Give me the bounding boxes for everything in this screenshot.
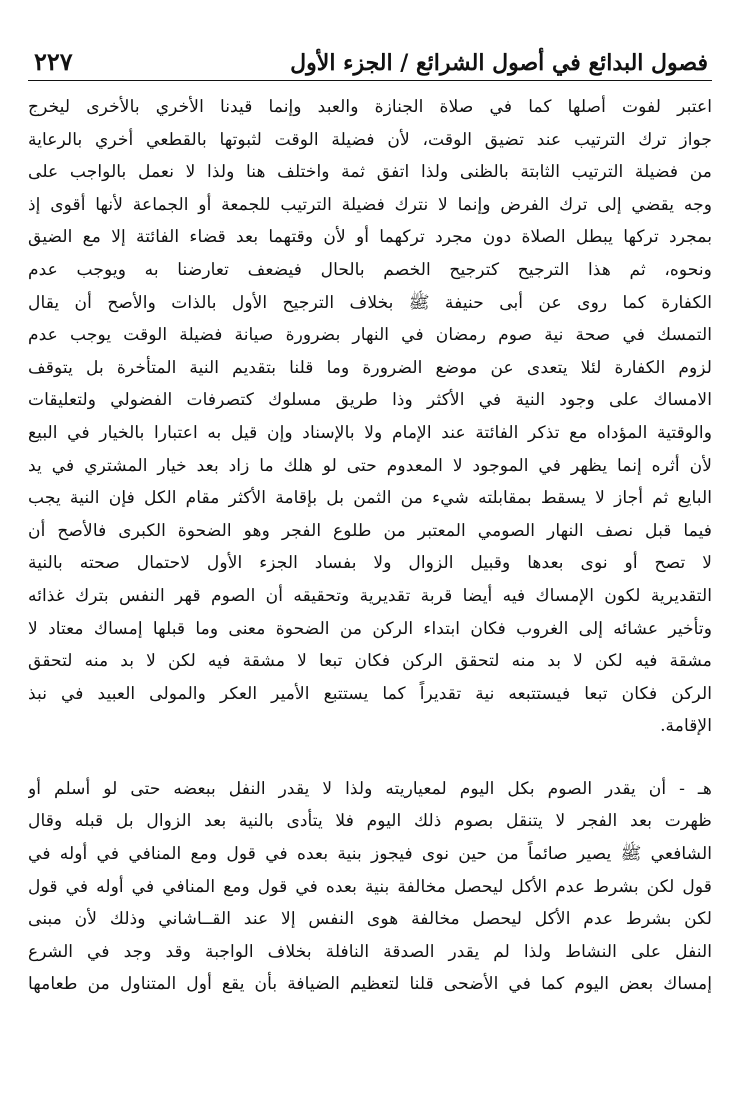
running-title: فصول البدائع في أصول الشرائع / الجزء الأول xyxy=(290,50,708,76)
text-line: لا تصح أو نوى بعدها وقبيل الزوال ولا بفساد الجزء الأول لاحتمال صحته بالنية xyxy=(28,553,712,574)
text-line: بمجرد تركها يبطل الصلاة دون مجرد تركهما أو لأن وقتهما بعد قضاء الفائتة إلا مع الضيق xyxy=(28,227,712,248)
text-line: والوقتية المؤداه مع تذكر الفائتة عند الإمام ولا بالإسناد وإن قيل به اعتبارا بالخيار في البيع xyxy=(28,422,712,443)
text-line: وتأخير عشائه إلى الغروب فكان ابتداء الركن من الضحوة معنى وما قبلها إمساك معتاد لا xyxy=(28,618,712,639)
text-line: من فضيلة الترتيب الثابتة بالظنى ولذا اتفق ثمة واختلف هنا ولذا لا نعمل بالواجب على xyxy=(28,162,712,183)
text-line: فيما قبل نصف النهار الصومي المعتبر من طلوع الفجر وهو الضحوة الكبرى فالأصح أن xyxy=(28,520,712,541)
paragraph-gap xyxy=(28,743,712,773)
text-line: ظهرت بعد الفجر لا يتنقل بصوم ذلك اليوم فلا يتأدى بالنية بعد الزوال بل قبله وقال xyxy=(28,811,712,832)
text-line: ونحوه، ثم هذا الترجيح كترجيح الخصم بالحال فيضعف تعارضنا به ويوجب عدم xyxy=(28,259,712,280)
text-line: لزوم الكفارة لئلا يتعدى عن موضع الضرورة وما قلنا بتقديم النية المتأخرة بل يتوقف xyxy=(28,357,712,378)
text-line: البايع ثم أجاز لا يسقط بمقابلته شيء من الثمن بل بإقامة الأكثر مقام الكل فإن النية يجب xyxy=(28,488,712,509)
text-line: الكفارة كما روى عن أبى حنيفة ﷺ بخلاف الترجيح الأول بالذات والأصح أن يقال xyxy=(28,292,712,313)
text-line: مشقة فيه لكن لا بد منه لتحقق الركن فكان تبعا لا مشقة فيه لكن لا بد منه لتحقق xyxy=(28,651,712,672)
text-line: الشافعي ﷺ يصير صائماً من حين نوى فيجوز بنية بعده في قول ومع المنافي في أوله في xyxy=(28,844,712,865)
book-page xyxy=(28,34,712,1093)
paragraph-1 xyxy=(28,91,712,743)
text-line: وجه يقضي إلى ترك الفرض وإنما لا نترك فضيلة الترتيب للجمعة أو الجماعة لأنها أقوى إذ xyxy=(28,194,712,215)
header-rule xyxy=(28,80,712,81)
paragraph-2 xyxy=(28,773,712,1001)
text-line: لأن أثره إنما يظهر في الموجود لا المعدوم حتى لو هلك ما زاد بعد خيار المشتري في يد xyxy=(28,455,712,476)
text-line: إمساك بعض اليوم كما في الأضحى قلنا لتعظيم الضيافة بأن يقع أول المتناول من طعامها xyxy=(28,974,712,995)
text-line: الإقامة. xyxy=(660,716,712,737)
page-number: ٢٢٧ xyxy=(34,47,73,76)
text-line: لكن بشرط عدم الأكل ليحصل مخالفة هوى النفس إلا عند القــاشاني وذلك لأن مبنى xyxy=(28,909,712,930)
text-line: التمسك في صحة نية صوم رمضان في النهار بضرورة صيانة فضيلة الوقت يوجب عدم xyxy=(28,325,712,346)
page-body xyxy=(28,91,712,1001)
text-line: هـ - أن يقدر الصوم بكل اليوم لمعياريته ولذا لا يقدر النفل ببعضه حتى لو أسلم أو xyxy=(28,778,712,799)
text-line: التقديرية لكون الإمساك فيه أيضا قربة تقديرية وتحقيقه أن الصوم قهر النفس بترك غذائه xyxy=(28,585,712,606)
running-header xyxy=(28,34,712,74)
text-line: اعتبر لفوت أصلها كما في صلاة الجنازة والعبد وإنما قيدنا الأخري بالأخرى ليخرج xyxy=(28,97,712,117)
text-line: الامساك على وجود النية في الأكثر وذا طريق مسلوك كتصرفات الفضولي ولتعليقات xyxy=(28,390,712,411)
text-line: قول لكن بشرط عدم الأكل ليحصل مخالفة بنية بعده في قول ومع المنافي في أوله في قول xyxy=(28,876,712,897)
text-line: جواز ترك الترتيب عند تضيق الوقت، لأن فضيلة الوقت لثبوتها بالقطعي أخري بالرعاية xyxy=(28,129,712,150)
text-line: الركن فكان تبعا فيستتبعه نية تقديراً كما يستتبع الأمير العكر والمولى العبيد في نبذ xyxy=(28,683,712,704)
text-line: النفل على النشاط ولذا لم يقدر الصدقة النافلة بخلاف الواجبة وقد وجد في الشرع xyxy=(28,941,712,962)
